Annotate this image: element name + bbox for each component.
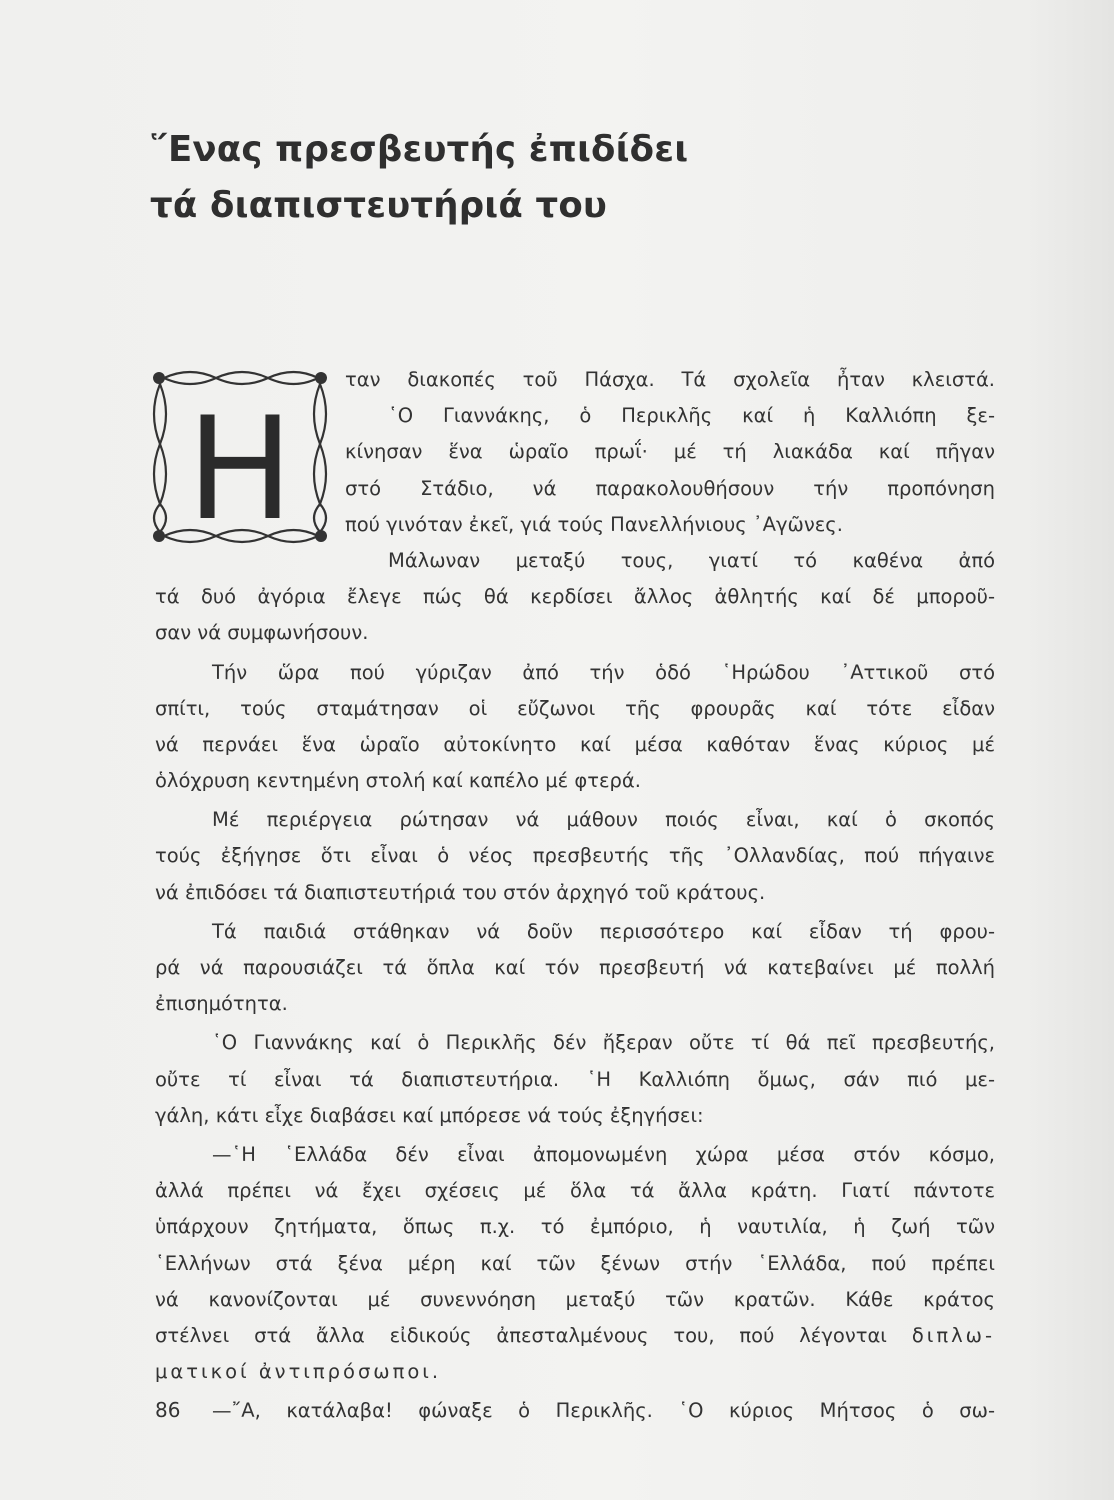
text-line: ῾Ο Γιαννάκης καί ὁ Περικλῆς δέν ἤξεραν οὔτε τί θά πεῖ πρεσβευτής,	[212, 1031, 995, 1055]
text-line: ὁλόχρυση κεντημένη στολή καί καπέλο μέ φτερά.	[155, 769, 641, 793]
article-body	[155, 362, 995, 1429]
text-line	[155, 1318, 995, 1354]
text-line: πού γινόταν ἐκεῖ, γιά τούς Πανελλήνιους ᾿Αγῶνες.	[345, 512, 843, 536]
text-line: Τήν ὥρα πού γύριζαν ἀπό τήν ὁδό ῾Ηρώδου ᾿Αττικοῦ στό	[212, 660, 995, 684]
text-line: σπίτι, τούς σταμάτησαν οἱ εὔζωνοι τῆς φρουρᾶς καί τότε εἶδαν	[155, 696, 995, 720]
emphasized-term: ματικοί ἀντιπρόσωποι	[155, 1360, 432, 1384]
text-line: τά δυό ἀγόρια ἔλεγε πώς θά κερδίσει ἄλλος ἀθλητής καί δέ μποροῦ-	[155, 585, 995, 609]
drop-cap-letter: Η	[186, 387, 294, 549]
text-line: σαν νά συμφωνήσουν.	[155, 621, 369, 645]
text-line	[155, 1354, 995, 1390]
text-line: νά περνάει ἕνα ὡραῖο αὐτοκίνητο καί μέσα καθόταν ἕνας κύριος μέ	[155, 732, 995, 756]
emphasized-term: διπλω-	[911, 1323, 995, 1347]
chapter-title	[150, 122, 950, 234]
text-line: νά ἐπιδόσει τά διαπιστευτήριά του στόν ἀρχηγό τοῦ κράτους.	[155, 880, 766, 904]
text-line: νά κανονίζονται μέ συνεννόηση μεταξύ τῶν κρατῶν. Κάθε κράτος	[155, 1287, 995, 1311]
text-line: τούς ἐξήγησε ὅτι εἶναι ὁ νέος πρεσβευτής τῆς ᾿Ολλανδίας, πού πήγαινε	[155, 844, 995, 868]
text-line: ῾Ελλήνων στά ξένα μέρη καί τῶν ξένων στήν ῾Ελλάδα, πού πρέπει	[155, 1251, 995, 1275]
text-run: στέλνει στά ἄλλα εἰδικούς ἀπεσταλμένους του, πού λέγονται	[155, 1323, 887, 1347]
text-line: —῾Η ῾Ελλάδα δέν εἶναι ἀπομονωμένη χώρα μέσα στόν κόσμο,	[212, 1142, 995, 1166]
text-line: Τά παιδιά στάθηκαν νά δοῦν περισσότερο καί εἶδαν τή φρου-	[212, 919, 995, 943]
text-line: οὔτε τί εἶναι τά διαπιστευτήρια. ῾Η Καλλιόπη ὅμως, σάν πιό με-	[155, 1067, 995, 1091]
text-line: Μέ περιέργεια ρώτησαν νά μάθουν ποιός εἶναι, καί ὁ σκοπός	[212, 808, 995, 832]
text-line: γάλη, κάτι εἶχε διαβάσει καί μπόρεσε νά τούς ἐξηγήσει:	[155, 1103, 704, 1127]
text-line: ῾Ο Γιαννάκης, ὁ Περικλῆς καί ἡ Καλλιόπη ξε-	[388, 404, 995, 428]
page-number: 86	[155, 1398, 181, 1422]
text-line: ρά νά παρουσιάζει τά ὅπλα καί τόν πρεσβευτή νά κατεβαίνει μέ πολλή	[155, 956, 995, 979]
text-line: ἀλλά πρέπει νά ἔχει σχέσεις μέ ὅλα τά ἄλλα κράτη. Γιατί πάντοτε	[155, 1179, 995, 1203]
text-line: στό Στάδιο, νά παρακολουθήσουν τήν προπόνηση	[345, 476, 995, 500]
text-line: κίνησαν ἕνα ὡραῖο πρωΐ· μέ τή λιακάδα καί πῆγαν	[345, 440, 995, 464]
text-line: ἐπισημότητα.	[155, 992, 288, 1016]
chapter-title-line-1: ῞Ενας πρεσβευτής ἐπιδίδει	[150, 129, 689, 170]
text-line: —῎Α, κατάλαβα! φώναξε ὁ Περικλῆς. ῾Ο κύριος Μήτσος ὁ σω-	[212, 1399, 995, 1423]
text-line: Μάλωναν μεταξύ τους, γιατί τό καθένα ἀπό	[388, 548, 995, 572]
text-line: ταν διακοπές τοῦ Πάσχα. Τά σχολεῖα ἦταν κλειστά.	[345, 368, 995, 391]
text-line: ὑπάρχουν ζητήματα, ὅπως π.χ. τό ἐμπόριο, ἡ ναυτιλία, ἡ ζωή τῶν	[155, 1215, 995, 1239]
text-run: .	[431, 1360, 439, 1384]
chapter-title-line-2: τά διαπιστευτήριά του	[150, 185, 608, 226]
